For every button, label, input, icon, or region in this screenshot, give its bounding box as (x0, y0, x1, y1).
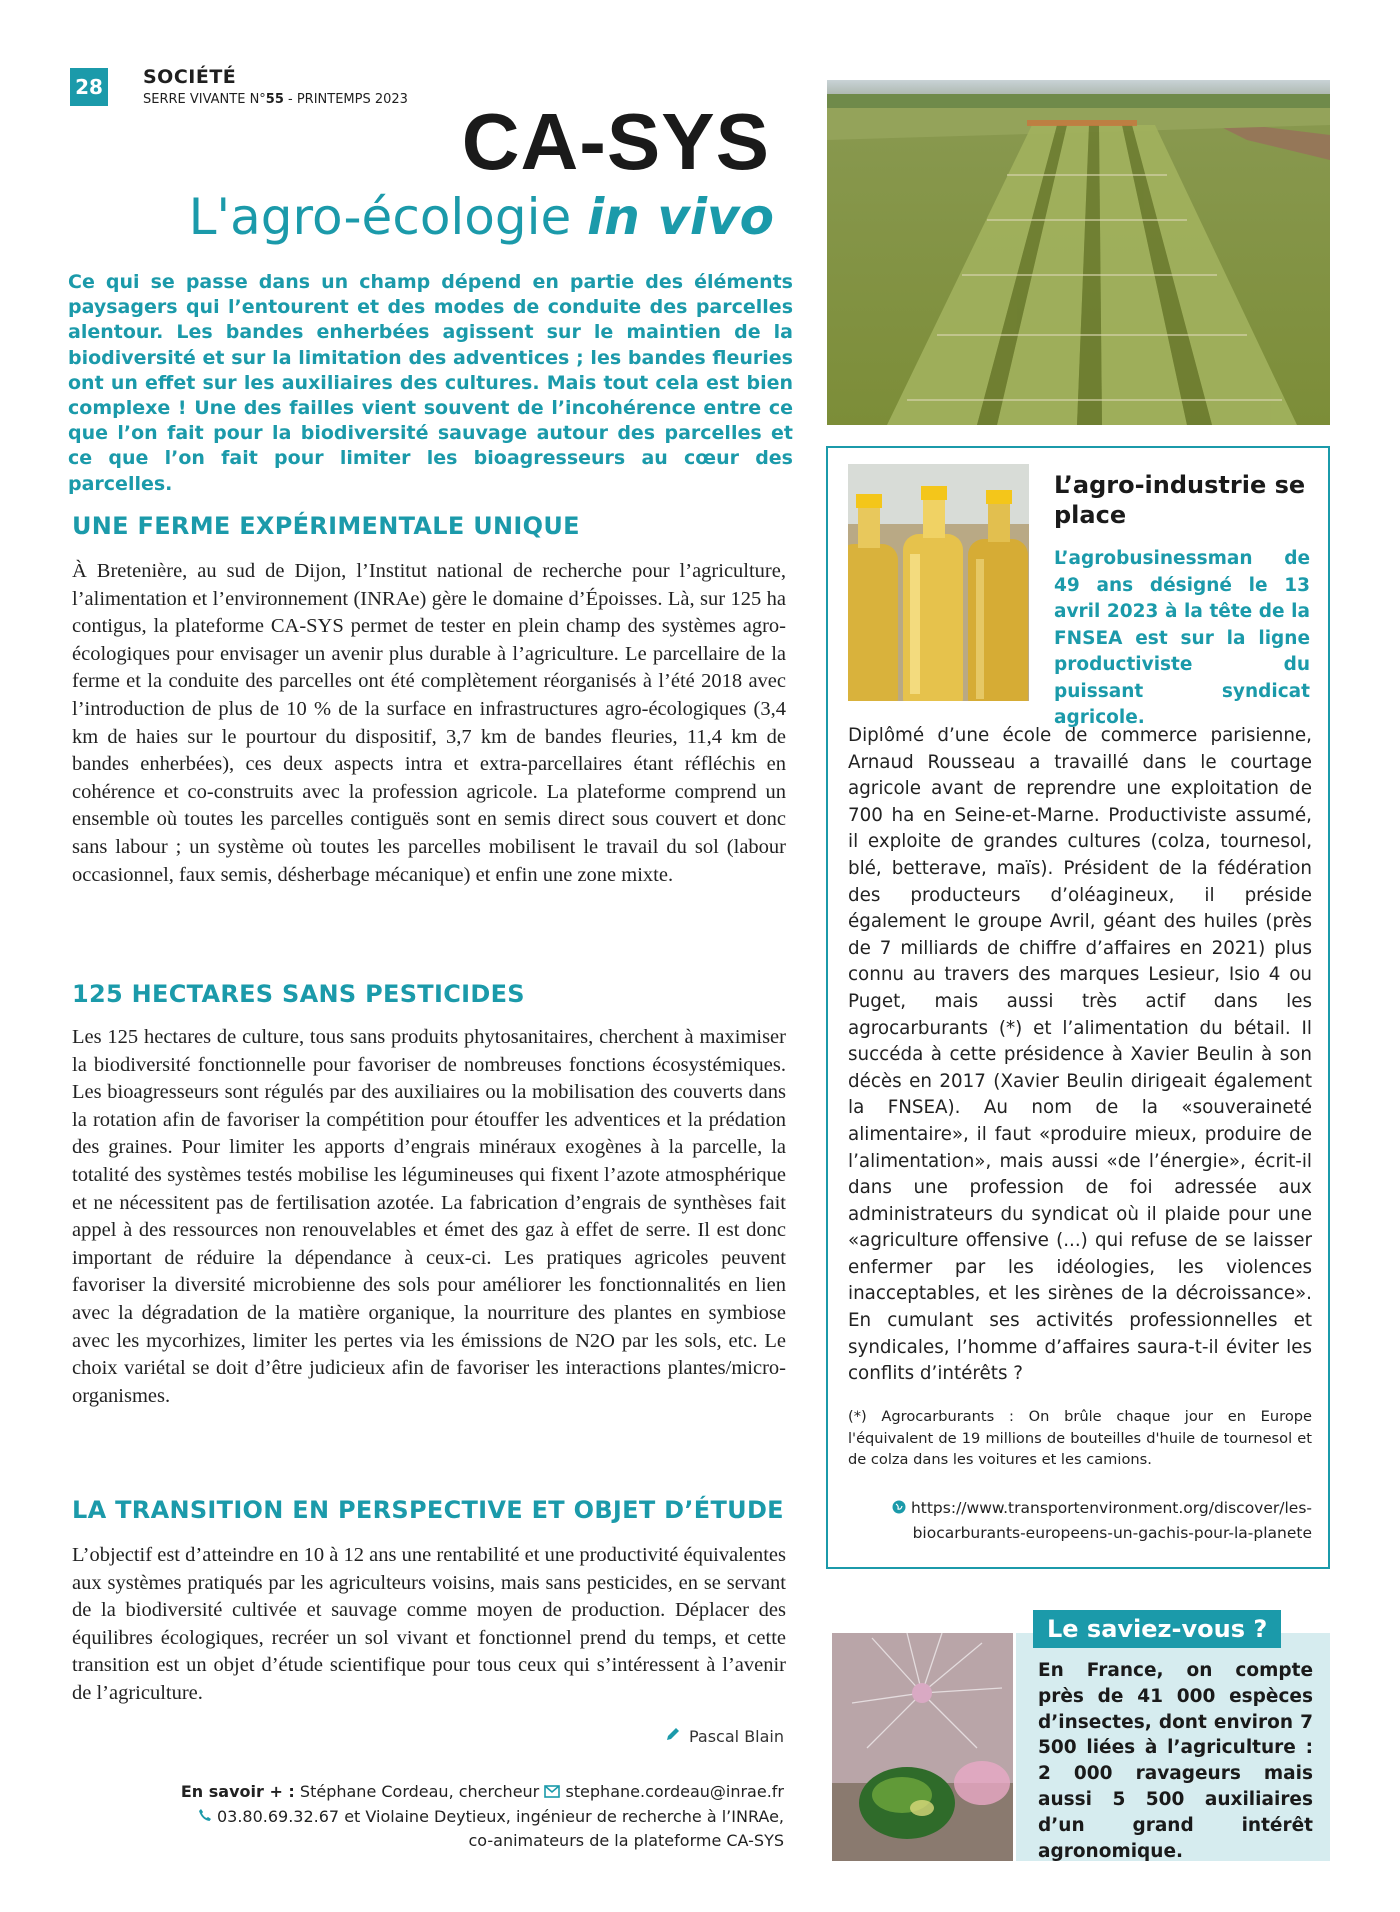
phone-icon (198, 1805, 212, 1829)
section-heading-transition: LA TRANSITION EN PERSPECTIVE ET OBJET D’ÉTUDE (72, 1496, 784, 1524)
link-line-2[interactable]: biocarburants-europeens-un-gachis-pour-la-planete (912, 1523, 1312, 1542)
contact-block (150, 1780, 784, 1853)
issue-prefix: SERRE VIVANTE N° (143, 92, 266, 107)
section-text-hectares: Les 125 hectares de culture, tous sans produits phytosanitaires, cherchent à maximiser la biodiversité fonctionnelle pour favoriser de nombreuses fonctions écosystémiques. Les bioagresseurs sont régulés par des auxiliaires ou la mobilisation des couverts dans la rotation afin de favoriser la compétition pour étouffer les adventices et la prédation des graines. Pour limiter les apports d’engrais minéraux exogènes à la parcelle, la totalité des systèmes testés mobilise les légumineuses qui fixent l’azote atmosphérique et ne nécessitent pas de fertilisation azotée. La fabrication d’engrais de synthèses fait appel à des ressources non renouvelables et émet des gaz à effet de serre. Il est donc important de réduire la dépendance à ceux-ci. Les pratiques agricoles peuvent favoriser la diversité microbienne des sols pour améliorer les fonctionnalités en lien avec la dégradation de la matière organique, la nourriture des plantes en symbiose avec les mycorhizes, limiter les pertes via les émissions de N2O par les sols, etc. Le choix variétal se doit d’être judicieux afin de favoriser les interactions plantes/micro-organismes. (72, 1026, 786, 1407)
section-text-ferme: À Bretenière, au sud de Dijon, l’Institut national de recherche pour l’agriculture, l’alimentation et l’environnement (INRAe) gère le domaine d’Époisses. Là, sur 125 ha contigus, la plateforme CA-SYS permet de tester en plein champ des systèmes agro-écologiques pour envisager un avenir plus durable à l’agriculture. Le parcellaire de la ferme et la conduite des parcelles ont été complètement réorganisés à l’été 2018 avec l’introduction de plus de 10 % de la surface en infrastructures agro-écologiques (3,4 km de haies sur le pourtour du dispositif, 3,7 km de bandes fleuries, 11,4 km de bandes enherbées), ces deux aspects intra et extra-parcellaires étant réfléchis en cohérence et co-construits avec la profession agricole. La plateforme comprend un ensemble où toutes les parcelles contiguës sont en semis direct sous couvert et donc sans labour ; un système où toutes les parcelles mobilisent le travail du sol (labour occasionnel, faux semis, désherbage mécanique) et enfin une zone mixte. (72, 560, 786, 886)
intro-paragraph: Ce qui se passe dans un champ dépend en partie des éléments paysagers qui l’entourent et des modes de conduite des parcelles alentour. Les bandes enherbées agissent sur le maintien de la biodiversité et sur la limitation des adventices ; les bandes fleuries ont un effet sur les auxiliaires des cultures. Mais tout cela est bien complexe ! Une des failles vient souvent de l’incohérence entre ce que l’on fait pour la biodiversité sauvage autour des parcelles et ce que l’on fait pour limiter les bioagresseurs au cœur des parcelles. (68, 271, 793, 495)
pencil-icon (665, 1726, 681, 1746)
contact-line2: et Violaine Deytieux, ingénieur de recherche à l’INRAe, (344, 1806, 784, 1826)
article-title: CA-SYS (461, 97, 770, 186)
sidebar-title: L’agro-industrie se place (1054, 471, 1306, 529)
oil-bottles-photo (848, 464, 1029, 701)
email-icon (544, 1781, 560, 1805)
article-subtitle (189, 188, 774, 246)
subtitle-italic: in vivo (587, 188, 774, 246)
issue-line (143, 92, 408, 107)
contact-email[interactable]: stephane.cordeau@inrae.fr (565, 1782, 784, 1801)
sidebar-lead: L’agrobusinessman de 49 ans désigné le 13 avril 2023 à la tête de la FNSEA est sur la ligne productiviste du puissant syndicat agricole. (1054, 548, 1310, 728)
contact-label: En savoir + : (180, 1782, 295, 1801)
page-number: 28 (70, 68, 108, 106)
sidebar-box (826, 446, 1330, 1569)
globe-icon (892, 1497, 906, 1521)
issue-suffix: - PRINTEMPS 2023 (283, 92, 408, 107)
sidebar-link[interactable] (848, 1496, 1312, 1545)
section-heading-ferme: UNE FERME EXPÉRIMENTALE UNIQUE (72, 512, 580, 540)
saviez-vous-label: Le saviez-vous ? (1033, 1610, 1281, 1648)
aerial-field-photo (827, 80, 1330, 425)
contact-line3: co-animateurs de la plateforme CA-SYS (468, 1831, 784, 1850)
beetle-photo (832, 1633, 1013, 1861)
issue-number: 55 (265, 92, 284, 107)
subtitle-plain: L'agro-écologie (188, 188, 588, 246)
contact-person: Stéphane Cordeau, chercheur (299, 1782, 540, 1801)
section-text-transition: L’objectif est d’atteindre en 10 à 12 ans une rentabilité et une productivité équivalentes aux systèmes pratiqués par les agriculteurs voisins, mais sans pesticides, en se servant de la biodiversité cultivée et sauvage comme moyen de production. Déplacer des équilibres écologiques, recréer un sol vivant et fonctionnel prend du temps, et cette transition est un objet d’étude scientifique pour tous ceux qui s’intéressent à l’avenir de l’agriculture. (72, 1544, 786, 1704)
section-heading-hectares: 125 HECTARES SANS PESTICIDES (72, 980, 525, 1008)
author-credit (665, 1726, 784, 1746)
sidebar-footnote: (*) Agrocarburants : On brûle chaque jour en Europe l'équivalent de 19 millions de bouteilles d'huile de tournesol et de colza dans les voitures et les camions. (848, 1408, 1312, 1468)
link-line-1[interactable]: https://www.transportenvironment.org/discover/les- (910, 1499, 1312, 1517)
section-label: SOCIÉTÉ (143, 66, 237, 88)
contact-phone[interactable]: 03.80.69.32.67 (216, 1806, 340, 1826)
sidebar-body: Diplômé d’une école de commerce parisienne, Arnaud Rousseau a travaillé dans le courtage agricole avant de reprendre une exploitation de 700 ha en Seine-et-Marne. Productiviste assumé, il exploite de grandes cultures (colza, tournesol, blé, betterave, maïs). Président de la fédération des producteurs d’oléagineux, il préside également le groupe Avril, géant des huiles (près de 7 milliards de chiffre d’affaires en 2021) plus connu au travers des marques Lesieur, Isio 4 ou Puget, mais aussi très actif dans les agrocarburants (*) et l’alimentation du bétail. Il succéda à cette présidence à Xavier Beulin à son décès en 2017 (Xavier Beulin dirigeait également la FNSEA). Au nom de la «souveraineté alimentaire», il faut «produire mieux, produire de l’alimentation», mais aussi «de l’énergie», écrit-il dans une profession de foi adressée aux administrateurs du syndicat où il plaide pour une «agriculture offensive (...) qui refuse de se laisser enfermer par les idéologies, les violences inacceptables, et les sirènes de la décroissance». En cumulant ses activités professionnelles et syndicales, l’homme d’affaires saura-t-il éviter les conflits d’intérêts ? (848, 725, 1312, 1385)
saviez-vous-text: En France, on compte près de 41 000 espèces d’insectes, dont environ 7 500 liées à l’agriculture : 2 000 ravageurs mais aussi 5 500 auxiliaires d’un grand intérêt agronomique. (1038, 1660, 1313, 1862)
author-name: Pascal Blain (688, 1726, 784, 1746)
